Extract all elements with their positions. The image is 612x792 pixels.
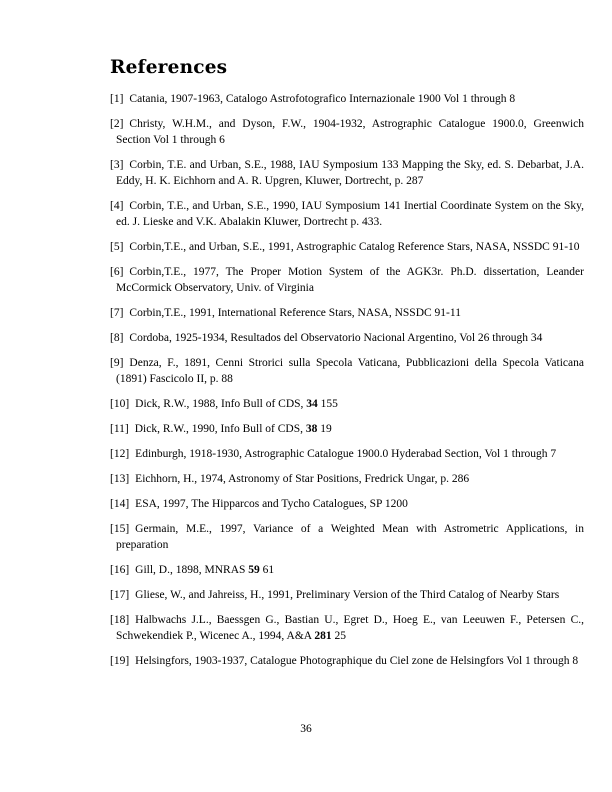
volume-number-bold: 281: [314, 630, 332, 642]
reference-label: [6]: [110, 266, 124, 278]
reference-entry: [110, 496, 584, 512]
reference-text: Christy, W.H.M., and Dyson, F.W., 1904-1932, Astrographic Catalogue 1900.0, Greenwich Section Vol 1 through 6: [116, 118, 584, 146]
reference-label: [16]: [110, 564, 130, 576]
reference-text: Germain, M.E., 1997, Variance of a Weighted Mean with Astrometric Applications, in preparation: [116, 523, 584, 551]
reference-entry: [110, 91, 584, 107]
reference-entry: [110, 355, 584, 387]
reference-entry: [110, 421, 584, 437]
reference-label: [11]: [110, 423, 129, 435]
reference-text: Eichhorn, H., 1974, Astronomy of Star Positions, Fredrick Ungar, p. 286: [135, 473, 470, 485]
reference-label: [18]: [110, 614, 130, 626]
reference-text: Dick, R.W., 1988, Info Bull of CDS,: [135, 398, 307, 410]
reference-entry: [110, 239, 584, 255]
reference-entry: [110, 653, 584, 669]
reference-label: [13]: [110, 473, 130, 485]
reference-text: Corbin,T.E., and Urban, S.E., 1991, Astrographic Catalog Reference Stars, NASA, NSSDC 91-10: [129, 241, 580, 253]
reference-entry: [110, 198, 584, 230]
reference-entry: [110, 471, 584, 487]
reference-label: [3]: [110, 159, 124, 171]
reference-text: Corbin, T.E., and Urban, S.E., 1990, IAU Symposium 141 Inertial Coordinate System on the Sky, ed. J. Lieske and V.K. Abalakin Kluwer, Dortrecht p. 433.: [116, 200, 584, 228]
reference-label: [10]: [110, 398, 130, 410]
reference-text: Catania, 1907-1963, Catalogo Astrofotografico Internazionale 1900 Vol 1 through 8: [129, 93, 516, 105]
reference-entry: [110, 264, 584, 296]
reference-entry: [110, 521, 584, 553]
reference-entry: [110, 330, 584, 346]
reference-entry: [110, 305, 584, 321]
reference-text: Gliese, W., and Jahreiss, H., 1991, Preliminary Version of the Third Catalog of Nearby Stars: [135, 589, 560, 601]
reference-entry: [110, 396, 584, 412]
reference-entry: [110, 116, 584, 148]
reference-label: [9]: [110, 357, 124, 369]
reference-label: [8]: [110, 332, 124, 344]
volume-number-bold: 34: [306, 398, 318, 410]
reference-text: Corbin,T.E., 1991, International Reference Stars, NASA, NSSDC 91-11: [129, 307, 461, 319]
reference-text: Cordoba, 1925-1934, Resultados del Observatorio Nacional Argentino, Vol 26 through 34: [129, 332, 543, 344]
volume-number-bold: 59: [248, 564, 260, 576]
references-section-title: References: [110, 57, 228, 78]
volume-number-bold: 38: [305, 423, 318, 435]
reference-entry: [110, 446, 584, 462]
reference-text: Halbwachs J.L., Baessgen G., Bastian U., Egret D., Hoeg E., van Leeuwen F., Petersen C., Schwekendiek P., Wicenec A., 1994, A&A: [116, 614, 584, 642]
reference-text: Corbin, T.E. and Urban, S.E., 1988, IAU Symposium 133 Mapping the Sky, ed. S. Debarbat, J.A. Eddy, H. K. Eichhorn and A. R. Upgren, Kluwer, Dortrecht, p. 287: [116, 159, 584, 187]
reference-label: [4]: [110, 200, 124, 212]
reference-label: [1]: [110, 93, 124, 105]
reference-entry: [110, 562, 584, 578]
reference-text: Gill, D., 1898, MNRAS: [135, 564, 249, 576]
reference-text: 19: [317, 423, 332, 435]
reference-text: Helsingfors, 1903-1937, Catalogue Photographique du Ciel zone de Helsingfors Vol 1 through 8: [135, 655, 579, 667]
reference-entry: [110, 612, 584, 644]
reference-text: Edinburgh, 1918-1930, Astrographic Catalogue 1900.0 Hyderabad Section, Vol 1 through 7: [135, 448, 557, 460]
reference-entry: [110, 157, 584, 189]
reference-text: Corbin,T.E., 1977, The Proper Motion System of the AGK3r. Ph.D. dissertation, Leander McCormick Observatory, Univ. of Virginia: [116, 266, 584, 294]
reference-entry: [110, 587, 584, 603]
page-number: 36: [300, 723, 312, 735]
reference-label: [12]: [110, 448, 130, 460]
reference-text: 61: [259, 564, 275, 576]
reference-label: [5]: [110, 241, 124, 253]
reference-label: [14]: [110, 498, 130, 510]
reference-label: [2]: [110, 118, 124, 130]
reference-label: [15]: [110, 523, 130, 535]
reference-text: 25: [331, 630, 346, 642]
reference-text: 155: [317, 398, 338, 410]
reference-text: Dick, R.W., 1990, Info Bull of CDS,: [134, 423, 306, 435]
reference-text: Denza, F., 1891, Cenni Strorici sulla Specola Vaticana, Pubblicazioni della Specola Vaticana (1891) Fascicolo II, p. 88: [116, 357, 584, 385]
reference-text: ESA, 1997, The Hipparcos and Tycho Catalogues, SP 1200: [135, 498, 408, 510]
paper-page: [110, 56, 584, 678]
reference-label: [7]: [110, 307, 124, 319]
reference-list: [110, 91, 584, 669]
reference-label: [19]: [110, 655, 130, 667]
reference-label: [17]: [110, 589, 130, 601]
